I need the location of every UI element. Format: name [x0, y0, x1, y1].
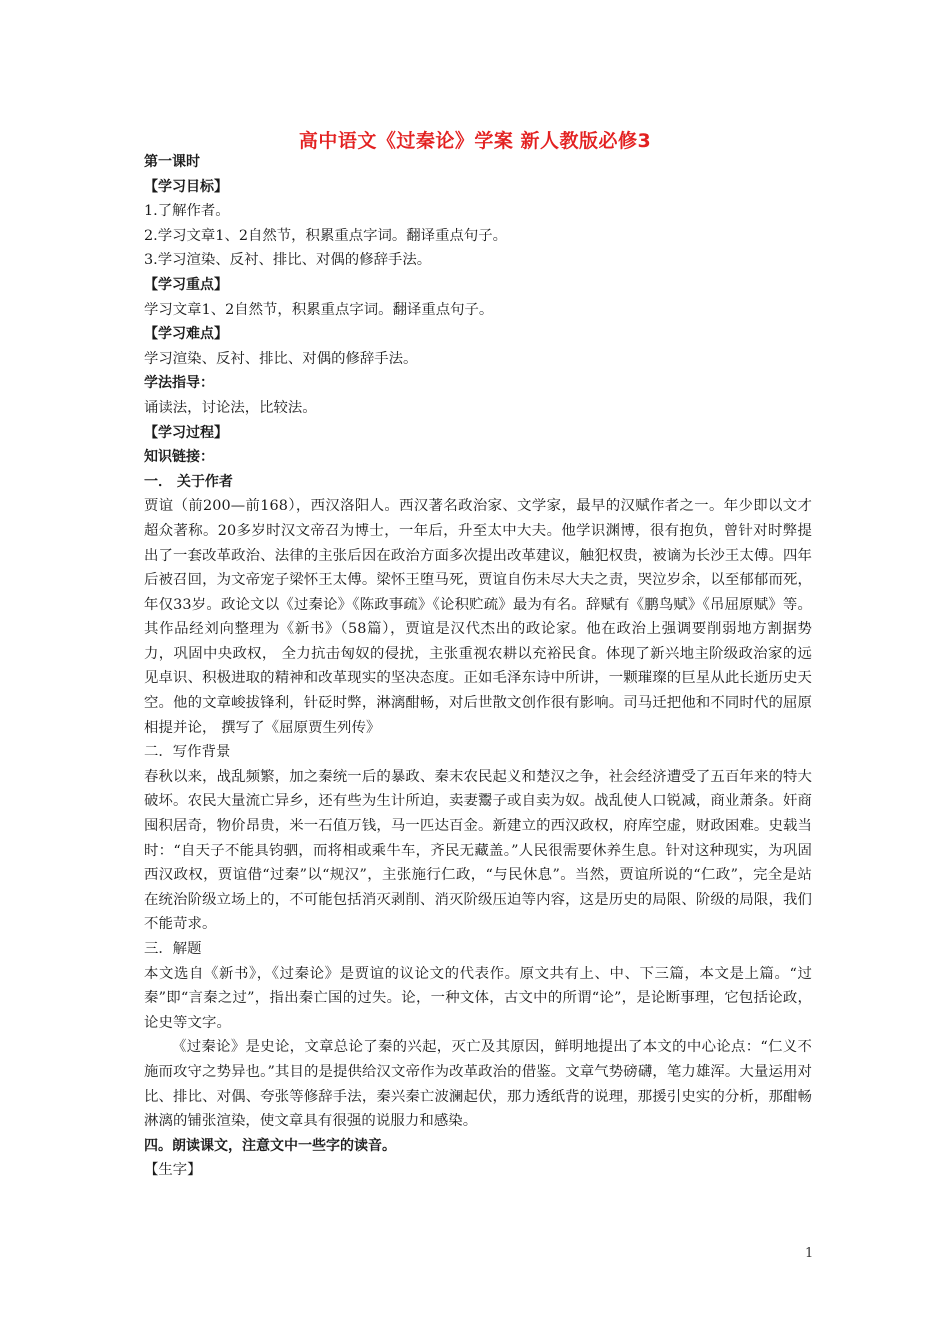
reading-heading: 四。朗读课文，注意文中一些字的读音。	[144, 1137, 396, 1154]
knowledge-heading: 知识链接：	[144, 449, 214, 466]
focus-heading: 【学习重点】	[144, 276, 228, 293]
goal-item: 1.了解作者。	[144, 203, 230, 220]
method-text: 诵读法，讨论法，比较法。	[144, 399, 317, 416]
background-heading: 二．写作背景	[144, 744, 231, 761]
explain-paragraph-1: 本文选自《新书》，《过秦论》是贾谊的议论文的代表作。原文共有上、中、下三篇，本文是上篇。“过秦”即“言秦之过”，指出秦亡国的过失。论，一种文体，古文中的所谓“论”，是论断事理，它包括论政，论史等文字。	[144, 965, 812, 1031]
lesson-heading: 第一课时	[144, 154, 200, 170]
goal-item: 3.学习渲染、反衬、排比、对偶的修辞手法。	[144, 252, 432, 269]
explain-heading: 三．解题	[144, 941, 202, 957]
focus-text: 学习文章1、2自然节，积累重点字词。翻译重点句子。	[144, 301, 494, 318]
goal-item: 2.学习文章1、2自然节，积累重点字词。翻译重点句子。	[144, 227, 508, 244]
goals-heading: 【学习目标】	[144, 178, 228, 195]
process-heading: 【学习过程】	[144, 424, 228, 441]
page-number: 1	[805, 1246, 814, 1261]
new-words-heading: 【生字】	[144, 1162, 202, 1179]
author-paragraph: 贾谊（前200—前168），西汉洛阳人。西汉著名政治家、文学家，最早的汉赋作者之一。年少即以文才超众著称。20多岁时汉文帝召为博士，一年后，升至太中大夫。他学识渊博，很有抱负，曾针对时弊提出了一套改革政治、法律的主张后因在政治方面多次提出改革建议，触犯权贵，被谪为长沙王太傅。四年后被召回，为文帝宠子梁怀王太傅。梁怀王堕马死，贾谊自伤未尽大夫之责，哭泣岁余，以至郁郁而死，年仅33岁。政论文以《过秦论》《陈政事疏》《论积贮疏》最为有名。辞赋有《鹏鸟赋》《吊屈原赋》等。其作品经刘向整理为《新书》（58篇），贾谊是汉代杰出的政论家。他在政治上强调要削弱地方割据势力，巩固中央政权， 全力抗击匈奴的侵扰，主张重视农耕以充裕民食。体现了新兴地主阶级政治家的远见卓识、积极进取的精神和改革现实的坚决态度。正如毛泽东诗中所讲，一颗璀璨的巨星从此长逝历史天空。他的文章峻拔锋利，针砭时弊，淋漓酣畅，对后世散文创作很有影响。司马迁把他和不同时代的屈原相提并论， 撰写了《屈原贾生列传》	[144, 498, 812, 736]
background-paragraph: 春秋以来，战乱频繁，加之秦统一后的暴政、秦末农民起义和楚汉之争，社会经济遭受了五百年来的特大破坏。农民大量流亡异乡，还有些为生计所迫，卖妻鬻子或自卖为奴。战乱使人口锐减，商业萧条。奸商囤积居奇，物价昂贵，米一石值万钱，马一匹达百金。新建立的西汉政权，府库空虚，财政困难。史载当时：“自天子不能具钧驷，而将相或乘牛车，齐民无藏盖。”人民很需要休养生息。针对这种现实，为巩固西汉政权，贾谊借“过秦”以“规汉”，主张施行仁政，“与民休息”。当然，贾谊所说的“仁政”，完全是站在统治阶级立场上的，不可能包括消灭剥削、消灭阶级压迫等内容，这是历史的局限、阶级的局限，我们不能苛求。	[144, 768, 812, 933]
document-body	[144, 150, 812, 1183]
author-heading: 一． 关于作者	[144, 473, 233, 490]
page-title: 高中语文《过秦论》学案 新人教版必修3	[298, 130, 652, 152]
explain-paragraph-2: 《过秦论》是史论，文章总论了秦的兴起，灭亡及其原因，鲜明地提出了本文的中心论点：“仁义不施而攻守之势异也。”其目的是提供给汉文帝作为改革政治的借鉴。文章气势磅礴，笔力雄浑。大量运用对比、排比、对偶、夸张等修辞手法，秦兴秦亡波澜起伏，那力透纸背的说理，那援引史实的分析，那酣畅淋漓的铺张渲染，使文章具有很强的说服力和感染。	[144, 1039, 812, 1130]
difficulty-text: 学习渲染、反衬、排比、对偶的修辞手法。	[144, 350, 418, 367]
method-heading: 学法指导：	[144, 375, 214, 392]
difficulty-heading: 【学习难点】	[144, 326, 228, 343]
